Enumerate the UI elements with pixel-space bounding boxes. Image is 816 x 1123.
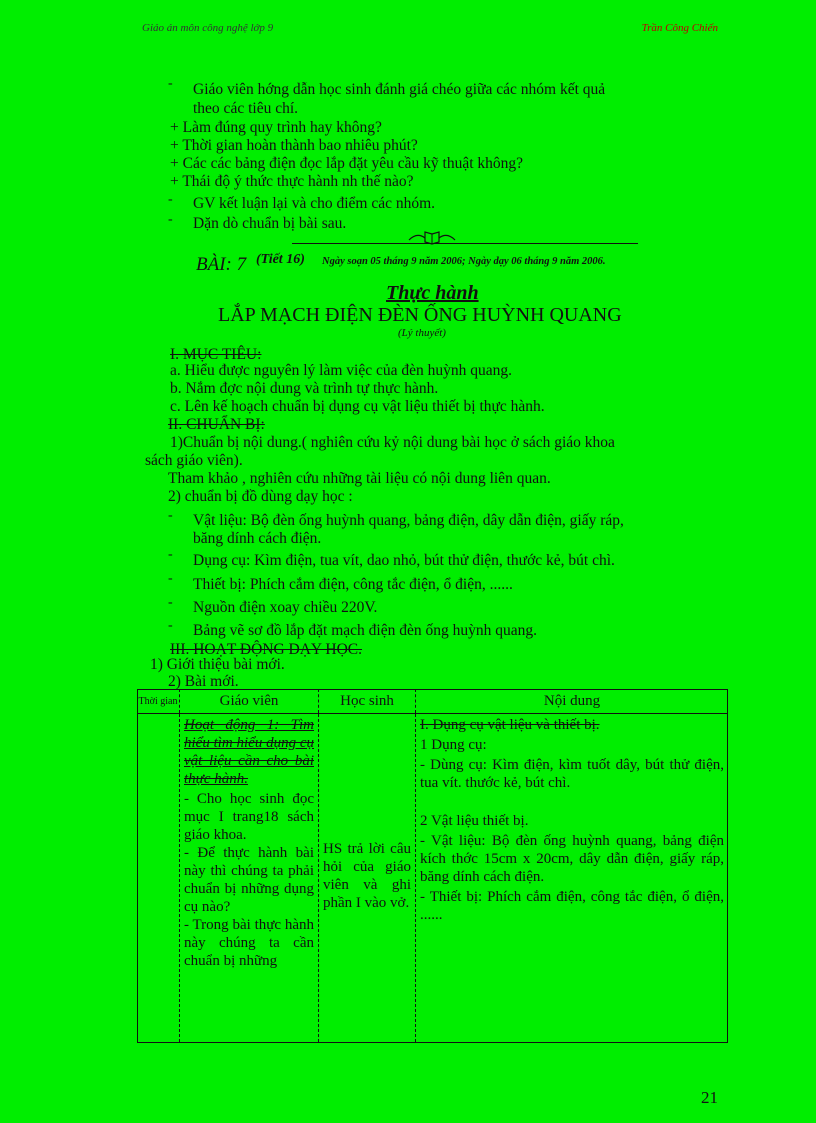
activity-new-lesson: 2) Bài mới. [168,673,239,690]
content-tools: - Dùng cụ: Kìm điện, kìm tuốt dây, bút thử điện, tua vít. thước kẻ, bút chì. [420,757,724,791]
tools-line: Dụng cụ: Kìm điện, tua vít, dao nhỏ, bút thử điện, thước kẻ, bút chì. [193,552,615,569]
objective-a: a. Hiểu được nguyên lý làm việc của đèn huỳnh quang. [170,362,512,379]
section-preparation-heading: II. CHUẨN BỊ: [168,416,265,433]
objective-c: c. Lên kế hoạch chuẩn bị dụng cụ vật liệu thiết bị thực hành. [170,398,545,415]
header-left: Giáo án môn công nghệ lớp 9 [142,22,274,34]
diagram-board-line: Bảng vẽ sơ đồ lắp đặt mạch điện đèn ống huỳnh quang. [193,622,537,639]
page-number: 21 [701,1088,718,1107]
student-cell [319,714,416,1043]
prep-content-line2: sách giáo viên). [145,452,243,469]
activity-intro: 1) Giới thiệu bài mới. [150,656,285,673]
bullet-dash: - [168,595,173,610]
bullet-dash: - [168,508,173,523]
col-header-content: Nội dung [416,689,729,714]
equipment-line: Thiết bị: Phích cắm điện, công tắc điện, ổ điện, ...... [193,576,513,593]
gv-conclusion: GV kết luận lại và cho điểm các nhóm. [193,195,436,212]
content-title: I. Dụng cụ vật liệu và thiết bị. [420,717,600,733]
section-objectives-heading: I. MỤC TIÊU: [170,346,262,363]
lesson-subtitle: (Lý thuyết) [398,327,446,339]
bullet-dash: - [168,212,173,227]
bullet-dash: - [168,618,173,633]
content-materials-heading: 2 Vật liệu thiết bị. [420,813,529,829]
materials-line2: băng dính cách điện. [193,530,322,547]
lesson-number: BÀI: 7 [196,254,247,275]
criterion-2: + Thời gian hoàn thành bao nhiêu phút? [170,137,418,154]
lesson-type: Thực hành [386,282,479,304]
content-cell [416,714,729,1043]
col-header-teacher: Giáo viên [180,689,319,714]
time-cell [137,714,180,1043]
lesson-period: (Tiết 16) [256,252,305,267]
header-right: Trần Công Chiến [641,22,718,34]
bullet-dash: - [168,192,173,207]
objective-b: b. Nắm đợc nội dung và trình tự thực hành. [170,380,439,397]
col-header-time: Thời gian [137,689,180,714]
content-tools-heading: 1 Dụng cụ: [420,737,487,753]
book-ornament-icon [407,228,457,251]
intro-line2: theo các tiêu chí. [193,100,299,117]
materials-line1: Vật liệu: Bộ đèn ống huỳnh quang, bảng điện, dây dẫn điện, giấy ráp, [193,512,624,529]
intro-line1: Giáo viên hớng dẫn học sinh đánh giá chéo giữa các nhóm kết quả [193,81,606,98]
prep-content-line1: 1)Chuẩn bị nội dung.( nghiên cứu kỷ nội dung bài học ở sách giáo khoa [170,434,615,451]
lesson-dates: Ngày soạn 05 tháng 9 năm 2006; Ngày dạy 06 tháng 9 năm 2006. [322,256,606,267]
teacher-activities: - Cho học sinh đọc mục I trang18 sách giáo khoa. - Để thực hành bài này thì chúng ta phải chuẩn bị những dụng cụ nào? - Trong bài thực hành này chúng ta cần chuẩn bị những [184,791,314,969]
lesson-title: LẮP MẠCH ĐIỆN ĐÈN ỐNG HUỲNH QUANG [218,304,622,326]
lesson-plan-table [137,689,728,1042]
section-activities-heading: III. HOẠT ĐỘNG DẠY HỌC. [170,641,363,658]
content-materials: - Vật liệu: Bộ đèn ống huỳnh quang, bảng điện kích thớc 15cm x 20cm, dây dẫn điện, giấy ráp, băng dính cách điện. [420,833,724,885]
bullet-dash: - [168,76,173,91]
criterion-4: + Thái độ ý thức thực hành nh thế nào? [170,173,414,190]
activity-title: Hoạt động 1: Tìm hiểu tìm hiểu dụng cụ vật liệu cần cho bài thực hành. [184,717,314,787]
col-header-student: Học sinh [319,689,416,714]
prep-reference: Tham khảo , nghiên cứu những tài liệu có nội dung liên quan. [168,470,551,487]
power-source-line: Nguồn điện xoay chiều 220V. [193,599,378,616]
criterion-1: + Làm đúng quy trình hay không? [170,119,382,136]
prep-materials-heading: 2) chuẩn bị đồ dùng dạy học : [168,488,353,505]
homework-note: Dặn dò chuẩn bị bài sau. [193,215,347,232]
student-response: HS trả lời câu hỏi của giáo viên và ghi phần I vào vở. [323,841,411,911]
content-equipment: - Thiết bị: Phích cắm điện, công tắc điện, ổ điện, ...... [420,889,724,923]
bullet-dash: - [168,547,173,562]
teacher-cell [180,714,319,1043]
bullet-dash: - [168,571,173,586]
divider-line [292,243,638,244]
criterion-3: + Các các bảng điện đọc lắp đặt yêu cầu kỹ thuật không? [170,155,524,172]
